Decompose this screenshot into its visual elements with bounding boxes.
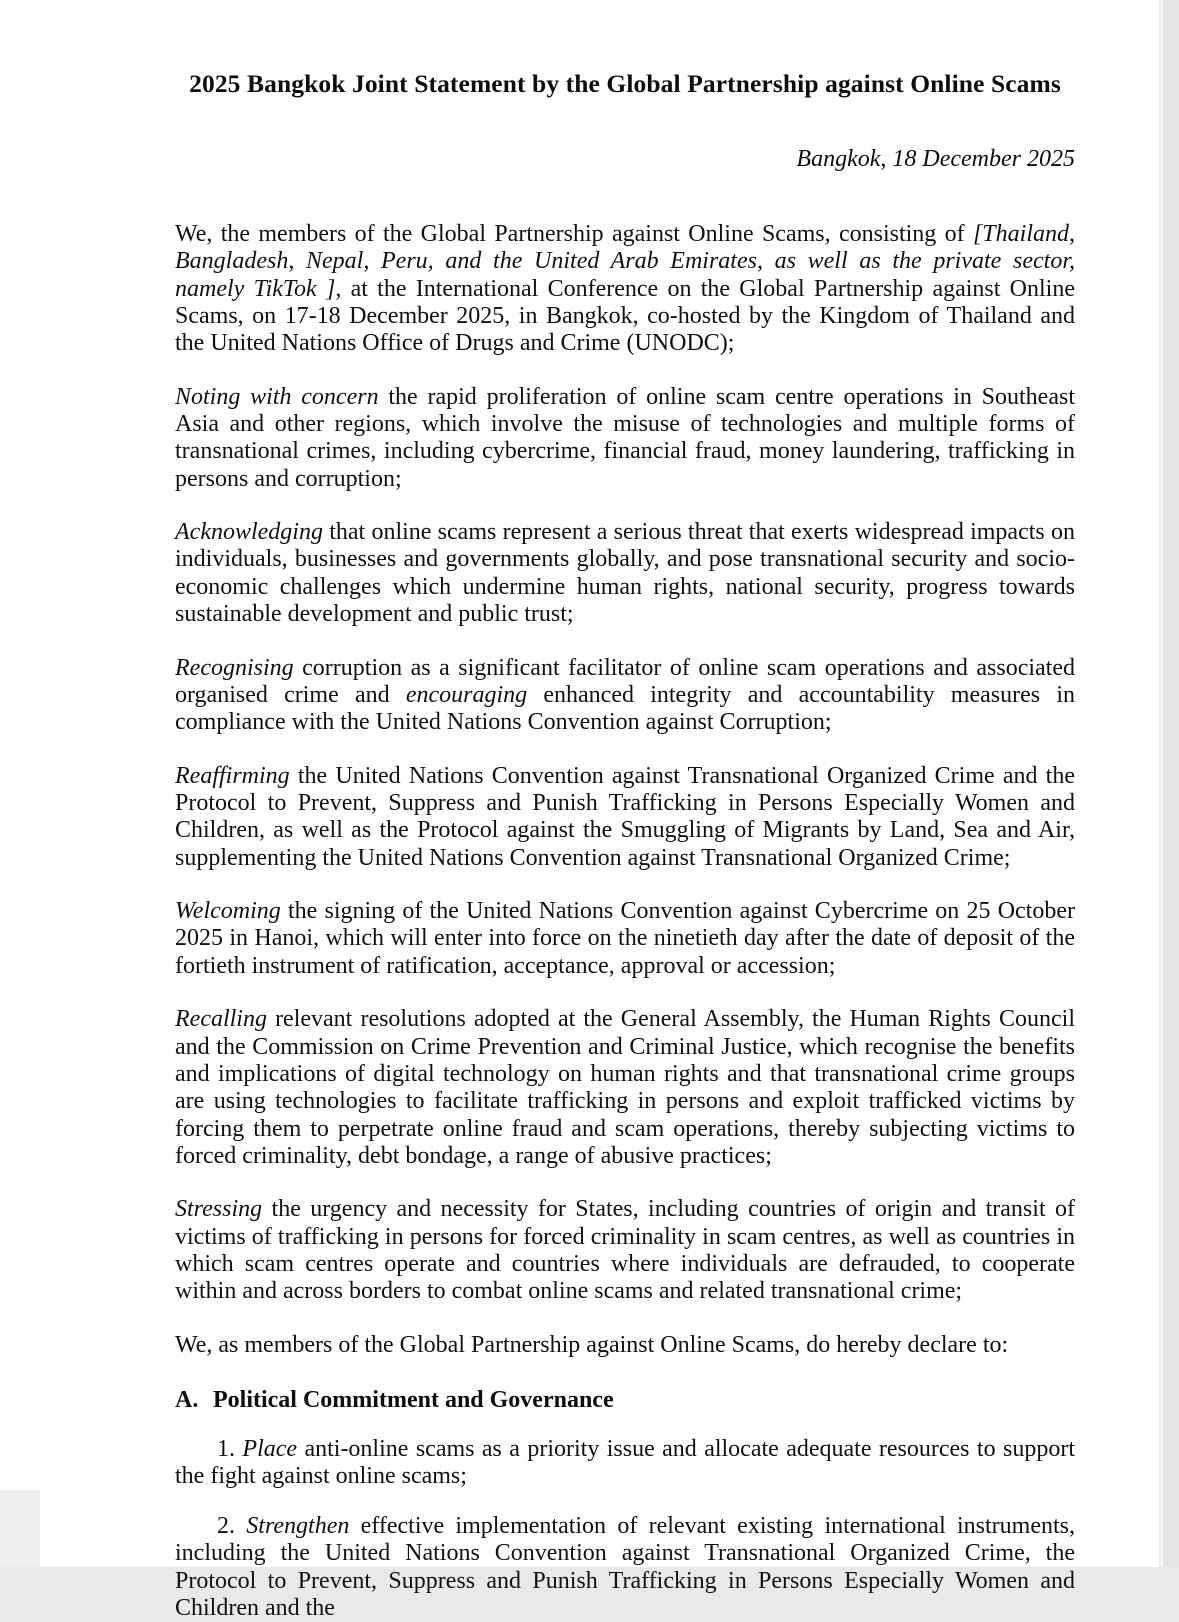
text-run: anti-online scams as a priority issue and allocate adequate resources to support the fight against online scams; [175, 1436, 1075, 1490]
paragraph-recalling [175, 1006, 1075, 1170]
paragraph-noting-with-concern [175, 384, 1075, 493]
paragraph-reaffirming [175, 763, 1075, 872]
text-run: corruption as a significant facilitator of online scam operations and associated organised crime and [175, 654, 1075, 708]
text-run: the urgency and necessity for States, including countries of origin and transit of victims of trafficking in persons for forced criminality in scam centres, as well as countries in which scam centres operate and countries where individuals are defrauded, to cooperate within and across borders to combat online scams and related transnational crime; [175, 1196, 1075, 1305]
text-run: relevant resolutions adopted at the General Assembly, the Human Rights Council and the Commission on Crime Prevention and Criminal Justice, which recognise the benefits and implications of digital technology on human rights and that transnational crime groups are using technologies to facilitate trafficking in persons and exploit trafficked victims by forcing them to perpetrate online fraud and scam operations, thereby subjecting victims to forced criminality, debt bondage, a range of abusive practices; [175, 1006, 1075, 1169]
text-run: Reaffirming [175, 762, 290, 789]
text-run: , at the International Conference on the Global Partnership against Online Scams, on 17-18 December 2025, in Bangkok, co-hosted by the Kingdom of Thailand and the United Nations Office of Drugs and Crime (UNODC); [175, 275, 1075, 357]
text-run: We, as members of the Global Partnership against Online Scams, do hereby declare to: [175, 1331, 1009, 1358]
text-run: Acknowledging [175, 519, 323, 546]
text-run: Noting with concern [175, 383, 379, 410]
document-body [175, 0, 1075, 1622]
paragraph-declare-lead-in [175, 1332, 1075, 1359]
preamble-paragraphs [175, 221, 1075, 1359]
item-number: 2. [217, 1512, 247, 1539]
declaration-sections [175, 1387, 1075, 1622]
item-number: 1. [217, 1436, 243, 1463]
page-title: 2025 Bangkok Joint Statement by the Global Partnership against Online Scams [189, 69, 1061, 98]
text-run: enhanced integrity and accountability measures in compliance with the United Nations Convention against Corruption; [175, 681, 1076, 736]
text-run: the United Nations Convention against Transnational Organized Crime and the Protocol to Prevent, Suppress and Punish Trafficking in Persons Especially Women and Children, as well as the Protocol against the Smuggling of Migrants by Land, Sea and Air, supplementing the United Nations Convention against Transnational Organized Crime; [175, 762, 1075, 871]
page-background-gutter [1163, 0, 1179, 1567]
paragraph-welcoming [175, 898, 1075, 980]
text-run: [Thailand, Bangladesh, Nepal, Peru, and the United Arab Emirates, as well as the private sector, namely TikTok ] [175, 220, 1075, 302]
section-title: Political Commitment and Governance [213, 1387, 614, 1414]
text-run: Recognising [175, 654, 294, 681]
text-run: Stressing [175, 1196, 263, 1223]
text-run: Place [242, 1436, 298, 1463]
page-corner-shadow [0, 1490, 40, 1567]
paragraph-stressing [175, 1196, 1075, 1305]
paragraph-recognising [175, 655, 1075, 737]
numbered-item [175, 1513, 1075, 1622]
text-run: Recalling [175, 1006, 267, 1033]
text-run: effective implementation of relevant existing international instruments, including the United Nations Convention against Transnational Organized Crime, the Protocol to Prevent, Suppress and Punish Trafficking in Persons Especially Women and Children and the [175, 1512, 1076, 1621]
text-run: encouraging [405, 681, 528, 708]
text-run: Strengthen [246, 1512, 350, 1539]
text-run: the signing of the United Nations Convention against Cybercrime on 25 October 2025 in Hanoi, which will enter into force on the ninetieth day after the date of deposit of the fortieth instrument of ratification, acceptance, approval or accession; [175, 898, 1075, 979]
text-run: the rapid proliferation of online scam centre operations in Southeast Asia and other regions, which involve the misuse of technologies and multiple forms of transnational crimes, including cybercrime, financial fraud, money laundering, trafficking in persons and corruption; [175, 383, 1075, 492]
paragraph-acknowledging [175, 519, 1075, 628]
numbered-item [175, 1436, 1075, 1491]
text-run: We, the members of the Global Partnership against Online Scams, consisting of [175, 220, 973, 247]
section-letter: A. [175, 1387, 199, 1414]
section-heading [175, 1387, 1075, 1414]
text-run: Welcoming [175, 898, 281, 925]
paragraph-preamble-members [175, 221, 1075, 358]
dateline: Bangkok, 18 December 2025 [796, 145, 1075, 172]
text-run: that online scams represent a serious threat that exerts widespread impacts on individuals, businesses and governments globally, and pose transnational security and socio-economic challenges which undermine human rights, national security, progress towards sustainable development and public trust; [175, 519, 1075, 628]
